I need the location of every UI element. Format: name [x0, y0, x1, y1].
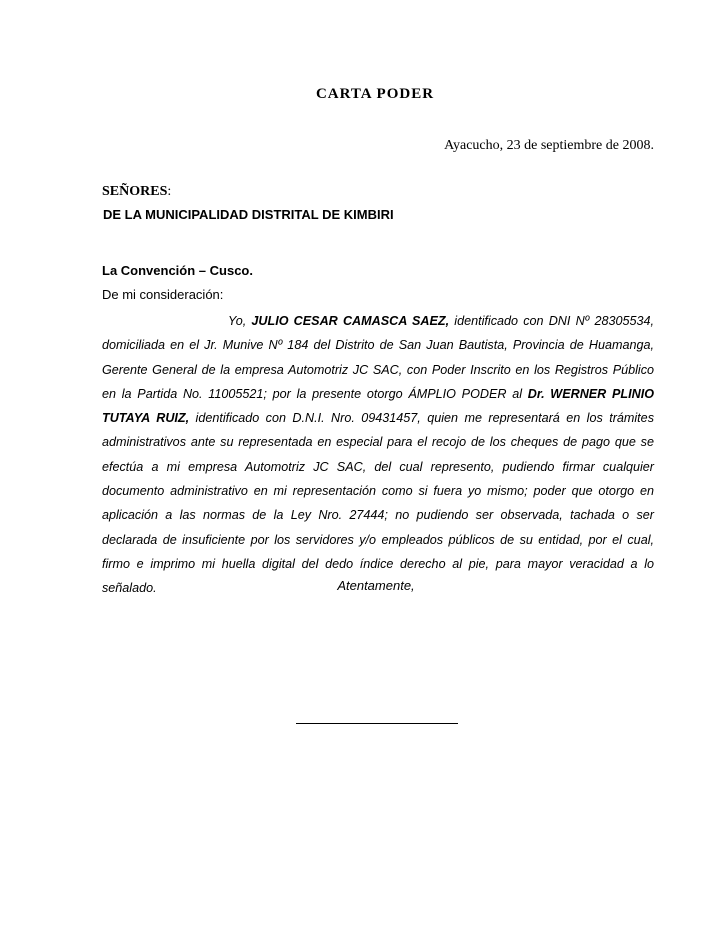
body-text-part-2: identificado con DNI Nº 28305534, domiciliada en el Jr. Munive Nº 184 del Distrito de San Juan Bautista, Provincia de Huamanga, Gerente General de la empresa Automotriz JC SAC, con Poder Inscrito en los Registros Público en la Partida No. 11005521; por la presente otorgo ÁMPLIO PODER al [102, 314, 654, 401]
addressee-location: La Convención – Cusco. [102, 263, 253, 278]
date-line: Ayacucho, 23 de septiembre de 2008. [444, 138, 654, 153]
body-text-part-1: Yo, [228, 314, 252, 328]
greeting: De mi consideración: [102, 287, 224, 302]
body-text-part-3: identificado con D.N.I. Nro. 09431457, quien me representará en los trámites administrativos ante su representada en especial para el recojo de los cheques de pago que se efectúa a mi empresa Automotriz JC SAC, del cual represento, pudiendo firmar cualquier documento administrativo en mi representación como si fuera yo mismo; poder que otorgo en aplicación a las normas de la Ley Nro. 27444; no pudiendo ser observada, tachada o ser declarada de insuficiente por los servidores y/o empleados públicos de su entidad, por el cual, firmo e imprimo mi huella digital del dedo índice derecho al pie, para mayor veracidad a lo señalado. [102, 411, 654, 596]
document-title: CARTA PODER [315, 86, 435, 102]
body-paragraph [102, 309, 654, 601]
addressee-label-colon: : [167, 184, 172, 199]
addressee-label [102, 184, 171, 200]
addressee-label-text: SEÑORES [102, 184, 168, 199]
addressee-institution: DE LA MUNICIPALIDAD DISTRITAL DE KIMBIRI [103, 207, 394, 222]
attorney-name: Dr. WERNER PLINIO TUTAYA RUIZ, [102, 386, 655, 426]
closing: Atentamente, [337, 578, 415, 593]
signature-line [296, 723, 458, 724]
grantor-name: JULIO CESAR CAMASCA SAEZ, [251, 314, 450, 328]
